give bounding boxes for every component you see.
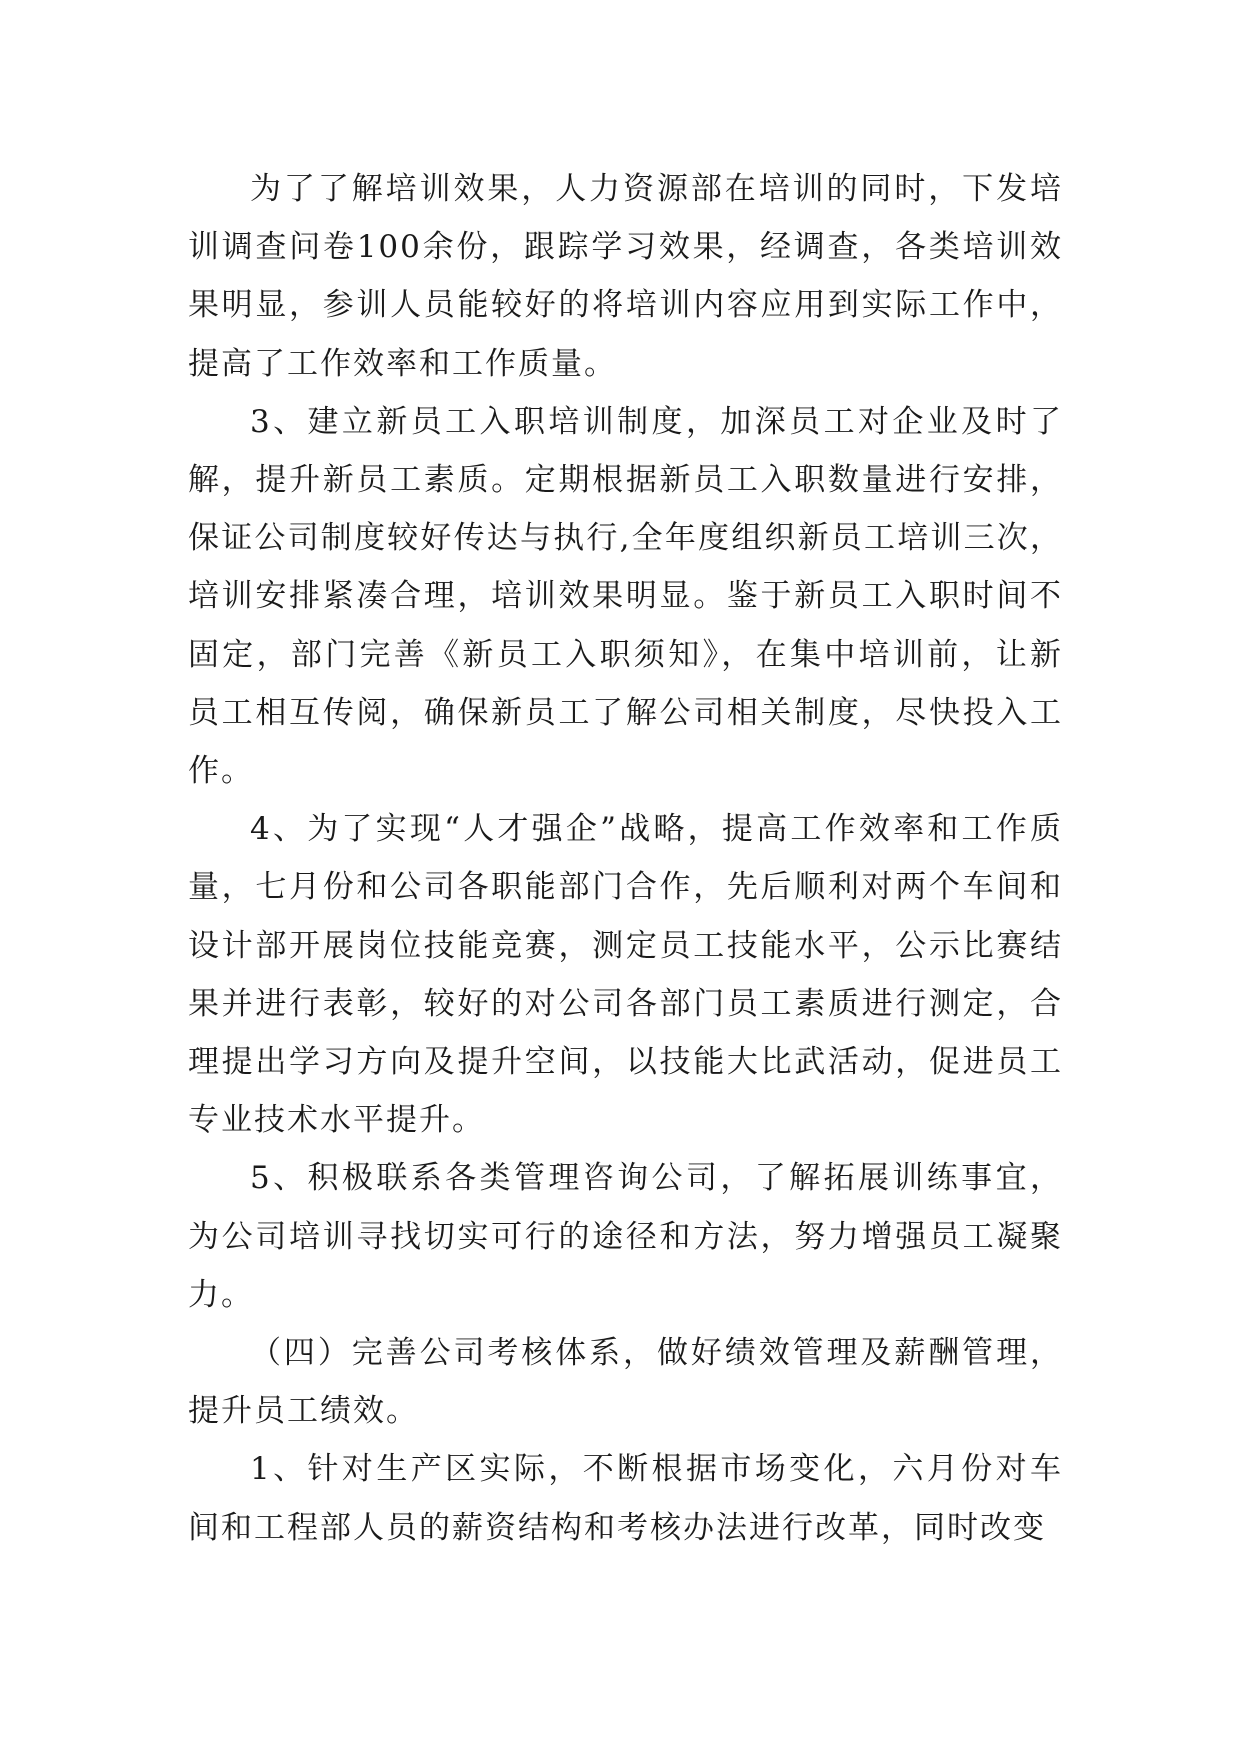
section-heading-assessment: （四）完善公司考核体系，做好绩效管理及薪酬管理，提升员工绩效。	[188, 1335, 1063, 1430]
paragraph-new-employee-training: 3、建立新员工入职培训制度，加深员工对企业及时了解，提升新员工素质。定期根据新员工入职数量进行安排，保证公司制度较好传达与执行,全年度组织新员工培训三次，培训安排紧凑合理，培训效果明显。鉴于新员工入职时间不固定，部门完善《新员工入职须知》，在集中培训前，让新员工相互传阅，确保新员工了解公司相关制度，尽快投入工作。	[188, 403, 1063, 790]
document-body	[188, 160, 1063, 1557]
paragraph-skill-competition: 4、为了实现“人才强企”战略，提高工作效率和工作质量，七月份和公司各职能部门合作，先后顺利对两个车间和设计部开展岗位技能竞赛，测定员工技能水平，公示比赛结果并进行表彰，较好的对公司各部门员工素质进行测定，合理提出学习方向及提升空间，以技能大比武活动，促进员工专业技术水平提升。	[188, 811, 1063, 1139]
paragraph-consulting-contact: 5、积极联系各类管理咨询公司，了解拓展训练事宜，为公司培训寻找切实可行的途径和方法，努力增强员工凝聚力。	[188, 1160, 1063, 1313]
paragraph-training-survey: 为了了解培训效果，人力资源部在培训的同时，下发培训调查问卷100余份，跟踪学习效果，经调查，各类培训效果明显，参训人员能较好的将培训内容应用到实际工作中，提高了工作效率和工作质量。	[188, 171, 1063, 382]
paragraph-salary-reform: 1、针对生产区实际，不断根据市场变化，六月份对车间和工程部人员的薪资结构和考核办法进行改革，同时改变	[188, 1451, 1063, 1546]
